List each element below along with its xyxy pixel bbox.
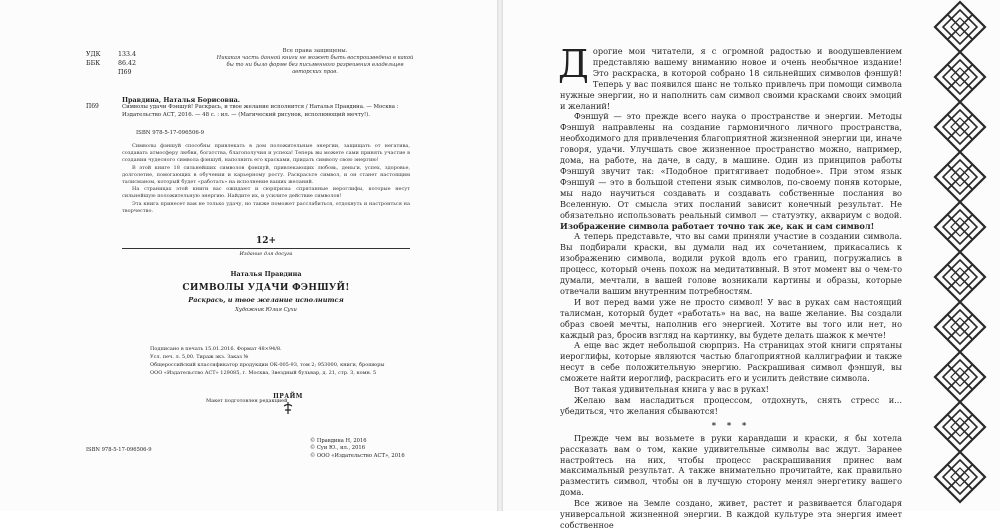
artist-credit: Художник Юлия Сухи	[235, 307, 297, 313]
annotation-paragraph: Эта книга принесет вам не только удачу, но также поможет расслабиться, отдохнуть и настроиться на творчество.	[122, 200, 410, 214]
annotation	[122, 143, 410, 215]
book-author: Наталья Правдина	[230, 270, 302, 278]
age-note: Издание для досуга	[239, 251, 293, 257]
annotation-paragraph: На страницах этой книги вас ожидают и сюрпризы: спрятанные иероглифы, которые несут сильнейшую положительную энергию. Найдите их, и усилите действие символов!	[122, 186, 410, 200]
paragraph: А теперь представьте, что вы сами приняли участие в создании символа. Вы подбирали краски, вы думали над их сочетанием, прикасались к изображению символа, водили рукой вдоль его границ, погружались в процесс, который очень похож на медитативный. В этот момент вы о чем-то думали, мечтали, в вашей голове возникали картины и образы, которые отвечали вашим внутренним потребностям.	[560, 231, 902, 296]
left-page	[0, 0, 497, 511]
editorial-note: Макет подготовлен редакцией	[206, 398, 288, 404]
paragraph: Фэншуй — это прежде всего наука о пространстве и энергии. Методы Фэншуй направлены на создание гармоничного личного пространства, необходимого для привлечения благоприятной жизненной энергии ци, иначе говоря, удачи. Улучшать свое жизненное пространство можно, например, дома, на работе, на даче, в саду, в машине. Один из принципов работы Фэншуй звучит так: «Подобное притягивает подобное». При этом язык Фэншуй — это в большой степени язык символов, по-своему поняв которые, мы надо научиться создавать и создавать собственные послания во Вселенную. От смысла этих посланий зависит конечный результат. Не обязательно использовать реальный символ — статуэтку, аквариум с водой. Изображение символа работает точно так же, как и сам символ!	[560, 111, 902, 231]
udk-row: УДК 133.4	[86, 51, 137, 58]
paragraph: Прежде чем вы возьмете в руки карандаши и краски, я бы хотела рассказать вам о том, какие удивительные символы вас ждут. Заранее настройтесь на них, чтобы процесс раскрашивания принес вам максимальный результат. А также внимательно прочитайте, как правильно разместить символ, чтобы он в лучшую сторону менял энергетику вашего дома.	[560, 432, 902, 498]
annotation-paragraph: В этой книге 18 сильнейших символов фэншуй, привлекающих любовь, деньги, успех, здоровье, долголетие, помогающих в обучении и карьерному росту. Раскрасьте символ, и он станет настоящим талисманом, который будет «работать» на исполнение ваших желаний.	[122, 164, 410, 186]
age-rating-block	[122, 236, 410, 257]
index-code: П69	[86, 103, 99, 110]
paragraph: Все живое на Земле создано, живет, растет и развивается благодаря универсальной жизненной энергии. В каждой культуре эта энергия имеет собственное	[560, 498, 902, 530]
copyright-block: © Правдина Н, 2016 © Суи Ю., ил., 2016 © ООО «Издательство АСТ», 2016	[310, 438, 405, 459]
drop-cap: Д	[558, 42, 589, 86]
publisher-logo	[272, 393, 304, 419]
classification-block	[86, 50, 136, 77]
logo-wordmark: ПРАЙМ	[273, 393, 303, 400]
paragraph: А еще вас ждет небольшой сюрприз. На страницах этой книги спрятаны иероглифы, которые являются частью благоприятной каллиграфии и также несут в себе положительную энергию. Раскрашивая символ фэншуй, вы сможете найти иероглиф, раскрасить его и усилить действие символа.	[560, 340, 902, 384]
bbk-row: ББК 86.42	[86, 60, 137, 67]
paragraph: И вот перед вами уже не просто символ! У вас в руках сам настоящий талисман, который будет «работать» на вас, на ваше желание. Вы создали образ своей мечты, наполнив его энергией. Хотите вы того или нет, но каждый раз, бросив взгляд на картинку, вы будете делать шажок к мечте!	[560, 296, 902, 340]
rights-notice: Все права защищены. Никакая часть данной книги не может быть воспроизведена в какой бы то ни было форме без письменного разрешения владельцев авторских прав.	[216, 48, 414, 75]
age-rating: 12+	[255, 236, 277, 246]
book-title: СИМВОЛЫ УДАЧИ ФЭНШУЙ!	[182, 283, 350, 293]
bold-statement: Изображение символа работает точно так же, как и сам символ!	[560, 220, 875, 231]
logo-icon	[281, 401, 295, 415]
paragraph: Желаю вам насладиться процессом, отдохнуть, снять стресс и... убедиться, что желания сбываются!	[560, 395, 902, 416]
right-page	[503, 0, 1000, 530]
paragraph: Вот такая удивительная книга у вас в руках!	[574, 384, 769, 395]
annotation-paragraph: Символы фэншуй способны привлекать в дом положительные энергии, защищать от негатива, создавать атмосферу любви, богатства, благополучия и успеха! Теперь вы можете сами принять участие в создании чудесного символа фэншуй, наполнить его красками, придать символу свою энергию!	[122, 143, 410, 164]
section-separator: * * *	[711, 419, 751, 430]
knot-ornament-border	[925, 0, 995, 511]
imprint-block: Подписано в печать 15.01.2016. Формат 48×94/8. Усл. печ. л. 5,00. Тираж экз. Заказ № Общероссийский классификатор продукции ОК-005-93, том 2; 953000, книги, брошюры ООО «Издательство АСТ» 129085, г. Москва, Звездный бульвар, д. 21, стр. 3, комн. 5	[150, 346, 385, 376]
divider	[122, 248, 410, 249]
paragraph: Дорогие мои читатели, я с огромной радостью и воодушевлением представляю вашему вниманию новое и очень необычное издание! Это раскраска, в которой собрано 18 сильнейших символов фэншуй! Теперь у вас появился шанс не только привлечь при помощи символа нужные энергии, но и наполнить сам символ своими красками своих эмоций и желаний!	[558, 42, 902, 111]
isbn-bottom: ISBN 978-5-17-096506-9	[86, 447, 152, 453]
isbn: ISBN 978-5-17-096506-9	[136, 130, 205, 136]
book-subtitle: Раскрась, и твое желание исполнится	[188, 296, 344, 304]
index-row: П69	[118, 69, 132, 76]
author-heading: Правдина, Наталья Борисовна.	[122, 96, 240, 104]
catalog-entry: Символы удачи Фэншуй! Раскрась, и твое желание исполнится / Наталья Правдина. — Москва : Издательство АСТ, 2016. — 48 с. : ил. — (Магический рисунок, исполняющий мечту!).	[122, 104, 399, 118]
body-text	[558, 42, 902, 531]
